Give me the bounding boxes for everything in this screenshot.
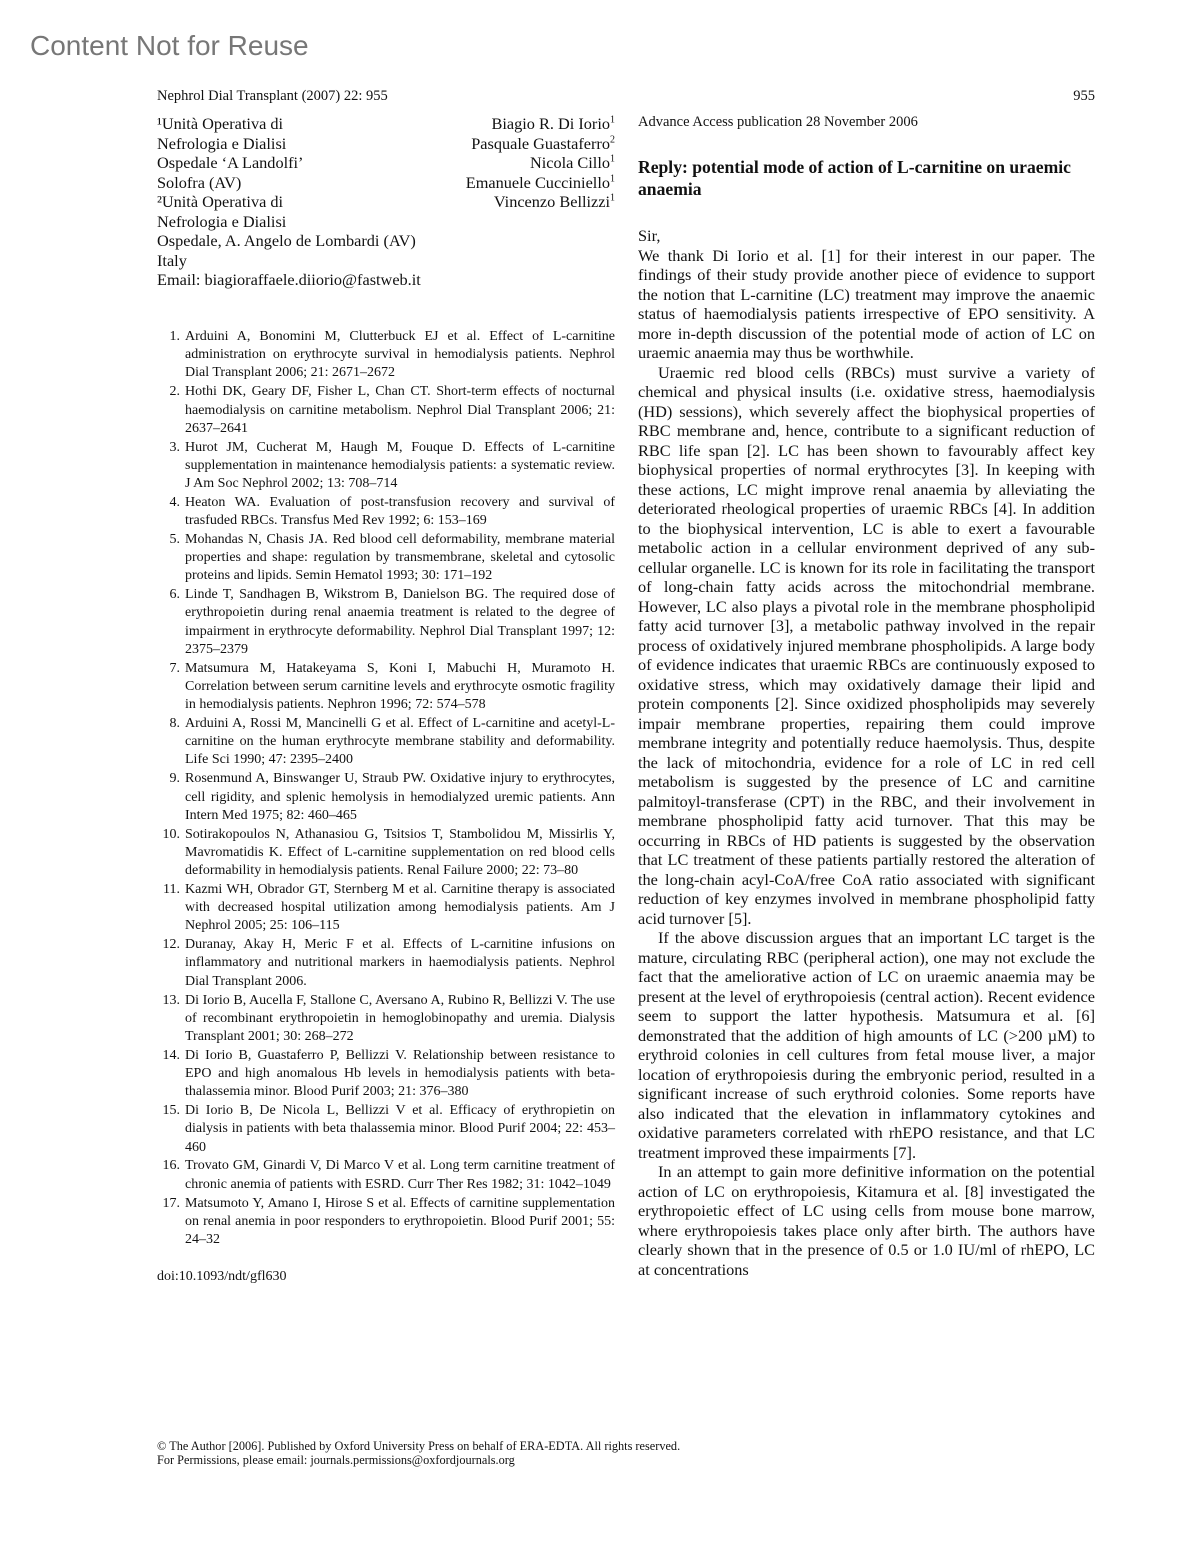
reference-number: 15. — [162, 1103, 180, 1119]
reference-item — [157, 494, 615, 530]
reference-text: Matsumoto Y, Amano I, Hirose S et al. Effects of carnitine supplementation on renal anemia in poor responders to erythropoietin. Blood Purif 2001; 55: 24–32 — [185, 1195, 615, 1247]
reference-item — [157, 770, 615, 825]
author-affiliation-marker: 1 — [610, 114, 615, 126]
reference-text: Heaton WA. Evaluation of post-transfusion recovery and survival of trasfuded RBCs. Transfus Med Rev 1992; 6: 153–169 — [185, 494, 615, 529]
running-head-journal: Nephrol Dial Transplant (2007) 22: 955 — [157, 88, 388, 104]
author-name-text: Biagio R. Di Iorio — [491, 114, 610, 133]
author-name — [466, 192, 615, 212]
reference-item — [157, 1157, 615, 1193]
reference-number: 13. — [162, 992, 180, 1008]
reference-number: 11. — [163, 881, 180, 897]
copyright-line: © The Author [2006]. Published by Oxford University Press on behalf of ERA-EDTA. All rights reserved. — [157, 1439, 681, 1453]
copyright-footer — [157, 1440, 680, 1467]
reference-item — [157, 1195, 615, 1250]
doi[interactable]: doi:10.1093/ndt/gfl630 — [157, 1269, 287, 1285]
author-name — [466, 134, 615, 154]
author-affiliation-marker: 1 — [610, 192, 615, 204]
reference-number: 17. — [162, 1195, 180, 1211]
reference-item — [157, 715, 615, 770]
running-head-page-number: 955 — [1073, 88, 1095, 104]
affiliation-line: Ospedale, A. Angelo de Lombardi (AV) — [157, 231, 416, 250]
author-name-text: Emanuele Cucciniello — [465, 172, 610, 192]
watermark: Content Not for Reuse — [30, 30, 309, 61]
reference-number: 3. — [169, 439, 180, 455]
author-affiliation-marker: 1 — [610, 153, 615, 165]
reference-number: 10. — [162, 826, 180, 842]
reference-text: Kazmi WH, Obrador GT, Sternberg M et al. Carnitine therapy is associated with decreased hospital utilization among hemodialysis patients. Am J Nephrol 2005; 25: 106–115 — [185, 881, 615, 934]
reference-item — [157, 992, 615, 1047]
reference-text: Hurot JM, Cucherat M, Haugh M, Fouque D. Effects of L-carnitine supplementation in maintenance hemodialysis patients: a systematic review. J Am Soc Nephrol 2002; 13: 708–714 — [185, 439, 615, 491]
reference-text: Arduini A, Bonomini M, Clutterbuck EJ et al. Effect of L-carnitine administration on erythrocyte survival in hemodialysis patients. Nephrol Dial Transplant 2006; 21: 2671–2672 — [185, 329, 615, 381]
body-paragraph: If the above discussion argues that an important LC target is the mature, circulating RBC (peripheral action), one may not exclude the fact that the ameliorative action of LC on uraemic anaemia may be present at the level of erythropoiesis (central action). Recent evidence seem to support the latter hypothesis. Matsumura et al. [6] demonstrated that the addition of high amounts of LC (>200 µM) to erythroid colonies in cell cultures from fetal mouse liver, a major location of erythropoiesis during the embryonic period, resulted in a significant increase of such erythroid colonies. Some reports have also indicated that the elevation in inflammatory cytokines and oxidative parameters correlated with rhEPO resistance, and that LC treatment improved these impairments [7]. — [638, 928, 1095, 1162]
reference-number: 1. — [169, 329, 180, 344]
reference-number: 8. — [169, 716, 180, 732]
body-paragraph: We thank Di Iorio et al. [1] for their interest in our paper. The findings of their study provide another piece of evidence to support the notion that L-carnitine (LC) treatment may improve the anaemic status of haemodialysis patients irrespective of EPO sensitivity. A more in-depth discussion of the potential mode of action of LC on uraemic anaemia may thus be worthwhile. — [638, 245, 1095, 362]
reference-text: Di Iorio B, De Nicola L, Bellizzi V et al. Efficacy of erythropietin on dialysis in patients with beta thalassemia minor. Blood Purif 2004; 22: 453–460 — [185, 1103, 615, 1155]
affiliation-lines — [157, 114, 421, 290]
reference-text: Rosenmund A, Binswanger U, Straub PW. Oxidative injury to erythrocytes, cell rigidity, and splenic hemolysis in hemodialyzed uremic patients. Ann Intern Med 1975; 82: 460–465 — [185, 771, 615, 823]
left-column — [157, 112, 615, 1285]
reference-item — [157, 328, 615, 383]
author-name-text: Vincenzo Bellizzi — [493, 192, 610, 211]
affiliation-block — [157, 112, 615, 292]
reference-text: Trovato GM, Ginardi V, Di Marco V et al. Long term carnitine treatment of chronic anemia of patients with ESRD. Curr Ther Res 1982; 31: 1042–1049 — [185, 1158, 615, 1192]
reference-item — [157, 439, 615, 494]
reference-number: 6. — [169, 587, 180, 603]
affiliation-line: Email: biagioraffaele.diiorio@fastweb.it — [157, 270, 421, 289]
reference-item — [157, 1047, 615, 1102]
affiliation-line: Nefrologia e Dialisi — [157, 133, 287, 153]
reference-number: 4. — [169, 494, 180, 510]
reference-text: Arduini A, Rossi M, Mancinelli G et al. Effect of L-carnitine and acetyl-L-carnitine on the human erythrocyte membrane stability and deformability. Life Sci 1990; 47: 2395–2400 — [185, 716, 615, 768]
advance-access-note: Advance Access publication 28 November 2006 — [638, 114, 918, 130]
reference-text: Sotirakopoulos N, Athanasiou G, Tsitsios T, Stambolidou M, Missirlis Y, Mavromatidis K. Effect of L-carnitine supplementation on red blood cells deformability in hemodialysis patients. Renal Failure 2000; 22: 73–80 — [185, 826, 615, 879]
salutation: Sir, — [638, 226, 661, 245]
right-column — [638, 112, 1095, 1279]
article-title: Reply: potential mode of action of L-carnitine on uraemic anaemia — [638, 157, 1071, 199]
reference-text: Di Iorio B, Guastaferro P, Bellizzi V. Relationship between resistance to EPO and high anomalous Hb levels in hemodialysis patients with beta-thalassemia minor. Blood Purif 2003; 21: 376–380 — [185, 1047, 615, 1100]
reference-item — [157, 383, 615, 438]
reference-text: Matsumura M, Hatakeyama S, Koni I, Mabuchi H, Muramoto H. Correlation between serum carnitine levels and erythrocyte osmotic fragility in hemodialysis patients. Nephron 1996; 72: 574–578 — [185, 660, 615, 713]
affiliation-line: Solofra (AV) — [157, 172, 242, 192]
affiliation-line: Nefrologia e Dialisi — [157, 211, 287, 231]
reference-item — [157, 936, 615, 991]
reference-number: 16. — [162, 1158, 180, 1174]
reference-number: 14. — [162, 1047, 180, 1063]
author-name-text: Nicola Cillo — [529, 153, 610, 172]
reference-number: 7. — [169, 660, 180, 676]
author-affiliation-marker: 2 — [610, 134, 615, 146]
author-name — [466, 153, 615, 173]
reference-item — [157, 531, 615, 586]
affiliation-line: ²Unità Operativa di — [157, 192, 284, 211]
reference-number: 9. — [169, 771, 180, 787]
reference-text: Linde T, Sandhagen B, Wikstrom B, Danielson BG. The required dose of erythropoietin during renal anaemia treatment is related to the degree of impairment in erythrocyte deformability. Nephrol Dial Transplant 1997; 12: 2375–2379 — [185, 587, 615, 657]
reference-text: Duranay, Akay H, Meric F et al. Effects of L-carnitine infusions on inflammatory and nutritional markers in haemodialysis patients. Nephrol Dial Transplant 2006. — [185, 937, 615, 989]
author-name — [466, 173, 615, 193]
reference-number: 12. — [162, 937, 180, 953]
reference-text: Mohandas N, Chasis JA. Red blood cell deformability, membrane material properties and shape: regulation by transmembrane, skeletal and cytosolic proteins and lipids. Semin Hematol 1993; 30: 171–192 — [185, 531, 615, 584]
reference-item — [157, 586, 615, 659]
reference-text: Hothi DK, Geary DF, Fisher L, Chan CT. Short-term effects of nocturnal haemodialysis on carnitine metabolism. Nephrol Dial Transplant 2006; 21: 2637–2641 — [185, 384, 615, 436]
body-paragraph: In an attempt to gain more definitive information on the potential action of LC on erythropoiesis, Kitamura et al. [8] investigated the erythropoietic effect of LC using cells from mouse bone marrow, where erythropoiesis takes place only after birth. The authors have clearly shown that in the presence of 0.5 or 1.0 IU/ml of rhEPO, LC at concentrations — [638, 1162, 1095, 1279]
author-affiliation-marker: 1 — [610, 173, 615, 185]
reference-item — [157, 1102, 615, 1157]
affiliation-line: ¹Unità Operativa di — [157, 114, 284, 133]
author-list — [466, 114, 615, 212]
author-name-text: Pasquale Guastaferro — [471, 133, 610, 153]
reference-list — [157, 328, 615, 1249]
affiliation-line: Ospedale ‘A Landolfi’ — [157, 153, 304, 172]
permissions-line: For Permissions, please email: journals.permissions@oxfordjournals.org — [157, 1452, 515, 1467]
article-body — [638, 246, 1095, 1280]
author-name — [466, 114, 615, 134]
reference-item — [157, 826, 615, 881]
reference-item — [157, 660, 615, 715]
reference-item — [157, 881, 615, 936]
reference-number: 2. — [169, 384, 180, 400]
reference-number: 5. — [169, 531, 180, 547]
body-paragraph: Uraemic red blood cells (RBCs) must survive a variety of chemical and physical insults (i.e. oxidative stress, haemodialysis (HD) sessions), which severely affect the biophysical properties of RBC membrane and, hence, contribute to a significant reduction of RBC life span [2]. LC has been shown to favourably affect key biophysical properties of normal erythrocytes [3]. In keeping with these actions, LC might improve renal anaemia by alleviating the deteriorated rheological properties of uraemic RBCs [4]. In addition to the biophysical intervention, LC is able to exert a favourable metabolic action in a cellular environment deprived of any sub-cellular organelle. LC is known for its role in facilitating the transport of long-chain fatty acids across the mitochondrial membrane. However, LC also plays a pivotal role in the membrane phospholipid fatty acid turnover [3], a metabolic pathway involved in the repair process of oxidatively injured membrane phospholipids. A large body of evidence indicates that uraemic RBCs are continuously exposed to oxidative stress, which may oxidatively damage their lipid and protein components [2]. Since oxidized phospholipids may severely impair membrane properties, repairing them could improve membrane integrity and potentially reduce haemolysis. Thus, despite the lack of mitochondria, evidence for a role of LC in red cell metabolism is suggested by the presence of LC and carnitine palmitoyl-transferase (CPT) in the RBC, and their involvement in membrane phospholipid fatty acid turnover. That this may be occurring in RBCs of HD patients is suggested by the observation that LC treatment of these patients partially restored the alteration of the long-chain acyl-CoA/free CoA ratio associated with significant reduction of key enzymes involved in membrane phospholipid fatty acid turnover [5]. — [638, 362, 1095, 928]
reference-text: Di Iorio B, Aucella F, Stallone C, Aversano A, Rubino R, Bellizzi V. The use of recombinant erythropoietin in hemoglobinopathy and uremia. Dialysis Transplant 2001; 30: 268–272 — [185, 992, 615, 1044]
affiliation-line: Italy — [157, 250, 187, 270]
